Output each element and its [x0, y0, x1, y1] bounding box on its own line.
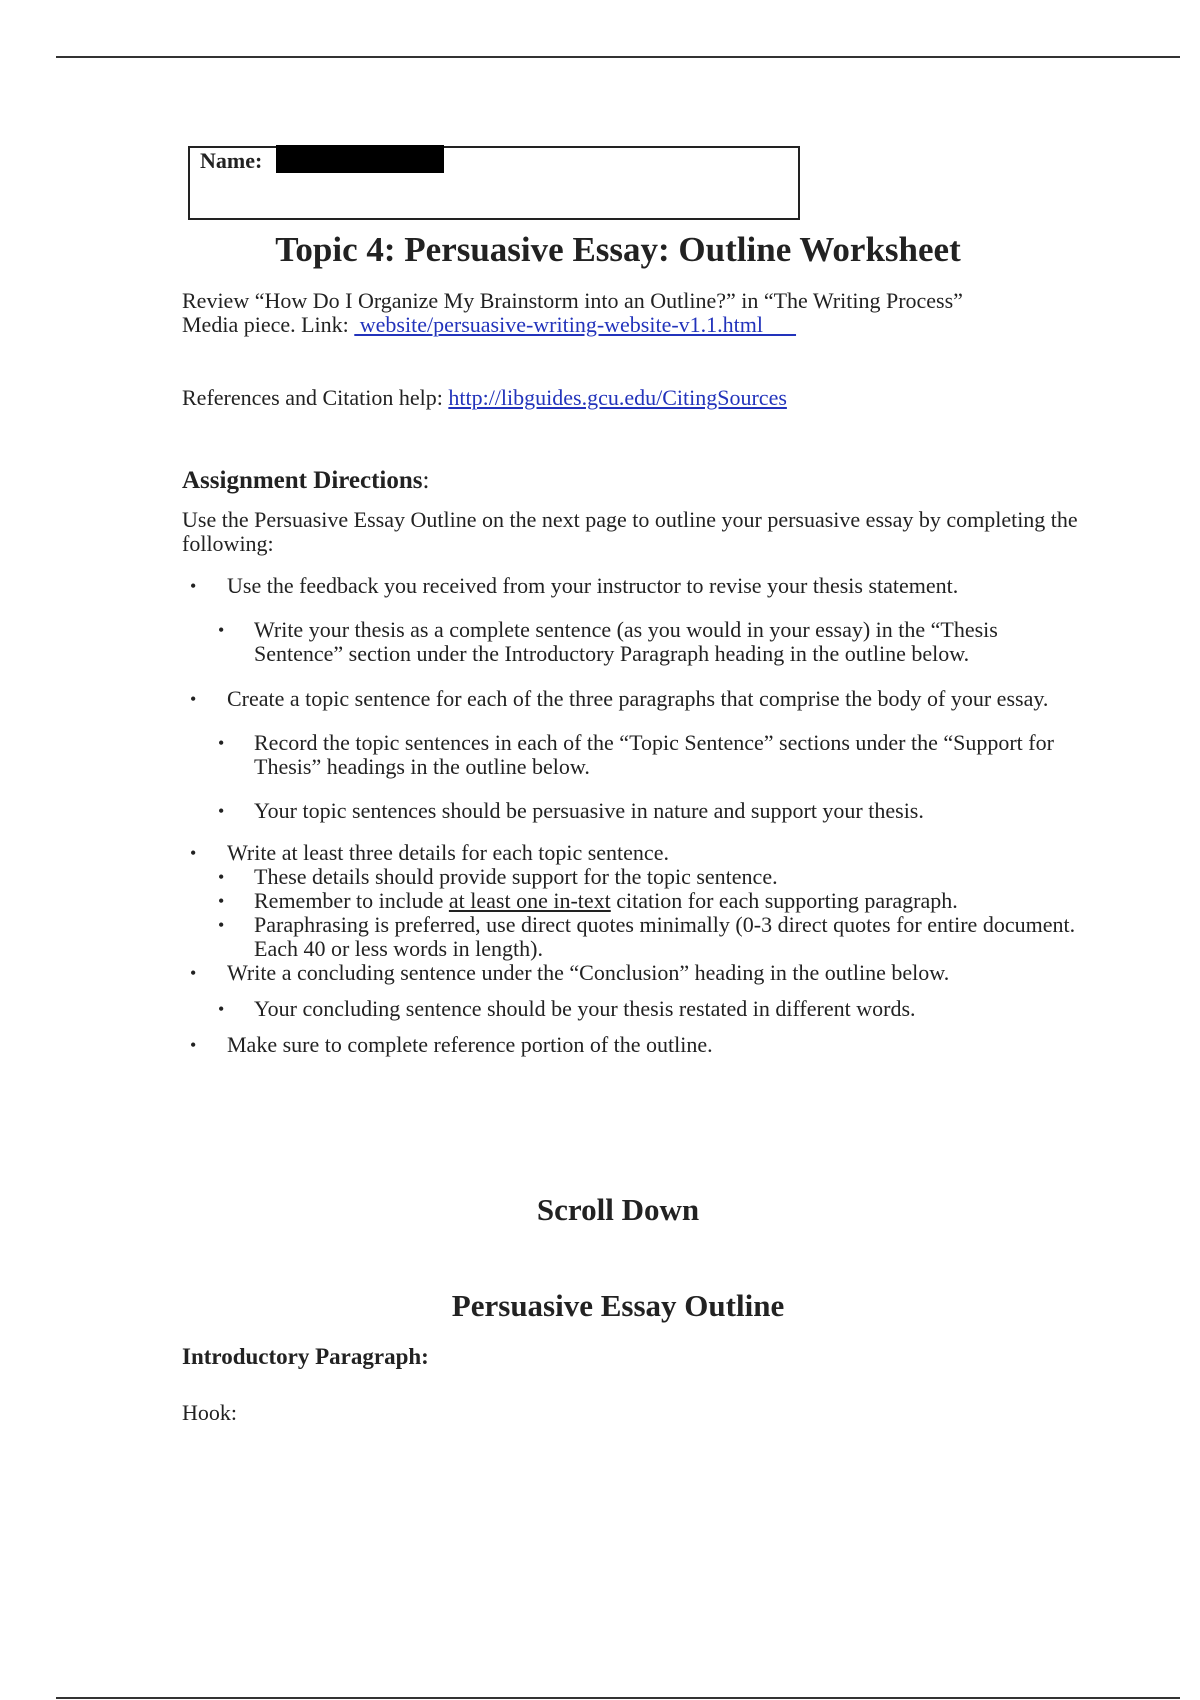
bullet-icon: • — [218, 867, 225, 887]
bullet-text: Make sure to complete reference portion of the outline. — [227, 1032, 713, 1057]
list-item — [182, 961, 1082, 985]
outline-heading: Persuasive Essay Outline — [451, 1288, 785, 1323]
review-paragraph — [182, 289, 1082, 337]
bullet-icon: • — [190, 1035, 197, 1055]
bullet-text: Use the feedback you received from your instructor to revise your thesis statement. — [227, 573, 959, 598]
bullet-icon: • — [190, 689, 197, 709]
directions-list — [182, 574, 1082, 1057]
redacted-name — [276, 145, 444, 173]
bullet-icon: • — [218, 891, 225, 911]
bullet-text: Paraphrasing is preferred, use direct quotes minimally (0-3 direct quotes for entire document. Each 40 or less words in length). — [254, 912, 1076, 961]
bullet-text: These details should provide support for the topic sentence. — [254, 864, 778, 889]
list-item — [182, 731, 1082, 779]
hook-label: Hook: — [182, 1400, 237, 1425]
citing-sources-link[interactable]: http://libguides.gcu.edu/CitingSources — [448, 385, 787, 410]
review-line-2-prefix: Media piece. Link: — [182, 312, 355, 337]
references-prefix: References and Citation help: — [182, 385, 449, 410]
in-text-emphasis: at least one in-text — [448, 888, 611, 913]
bullet-icon: • — [218, 915, 225, 935]
bullet-text: Your topic sentences should be persuasive in nature and support your thesis. — [254, 798, 924, 823]
bullet-text: Record the topic sentences in each of the “Topic Sentence” sections under the “Support for Thesis” headings in the outline below. — [254, 730, 1054, 779]
assignment-heading — [182, 466, 429, 496]
bullet-text: Write a concluding sentence under the “Conclusion” heading in the outline below. — [227, 960, 950, 985]
bullet-icon: • — [190, 963, 197, 983]
bullet-icon: • — [190, 843, 197, 863]
introductory-paragraph-label: Introductory Paragraph: — [182, 1344, 429, 1369]
bullet-text: Write at least three details for each topic sentence. — [227, 840, 669, 865]
list-item — [182, 799, 1082, 823]
references-paragraph — [182, 386, 1082, 410]
bullet-text: Write your thesis as a complete sentence (as you would in your essay) in the “Thesis Sentence” section under the Introductory Paragraph heading in the outline below. — [254, 617, 998, 666]
assignment-heading-text: Assignment Directions — [182, 467, 423, 494]
top-rule — [56, 56, 1180, 58]
list-item — [182, 889, 1082, 913]
bullet-text-pre: Remember to include — [254, 888, 449, 913]
list-item — [182, 1033, 1082, 1057]
bullet-icon: • — [218, 620, 225, 640]
list-item — [182, 865, 1082, 889]
scroll-down-heading: Scroll Down — [536, 1192, 700, 1227]
list-item — [182, 913, 1082, 961]
list-item — [182, 841, 1082, 865]
bullet-icon: • — [218, 801, 225, 821]
bullet-text-post: citation for each supporting paragraph. — [610, 888, 958, 913]
assignment-intro: Use the Persuasive Essay Outline on the next page to outline your persuasive essay by completing the following: — [182, 507, 1078, 556]
list-item — [182, 997, 1082, 1021]
writing-website-link[interactable]: website/persuasive-writing-website-v1.1.html — [354, 312, 797, 337]
bullet-icon: • — [190, 576, 197, 596]
bullet-icon: • — [218, 733, 225, 753]
list-item — [182, 574, 1082, 598]
bottom-rule — [56, 1697, 1180, 1699]
page-title: Topic 4: Persuasive Essay: Outline Worksheet — [275, 230, 961, 269]
list-item — [182, 687, 1082, 711]
bullet-icon: • — [218, 999, 225, 1019]
bullet-text: Your concluding sentence should be your thesis restated in different words. — [254, 996, 916, 1021]
review-line-1: Review “How Do I Organize My Brainstorm into an Outline?” in “The Writing Process” — [182, 288, 963, 313]
name-label: Name: — [200, 148, 263, 173]
bullet-text: Create a topic sentence for each of the three paragraphs that comprise the body of your essay. — [227, 686, 1049, 711]
list-item — [182, 618, 1082, 666]
assignment-heading-colon: : — [422, 467, 430, 494]
name-box[interactable] — [188, 146, 800, 220]
